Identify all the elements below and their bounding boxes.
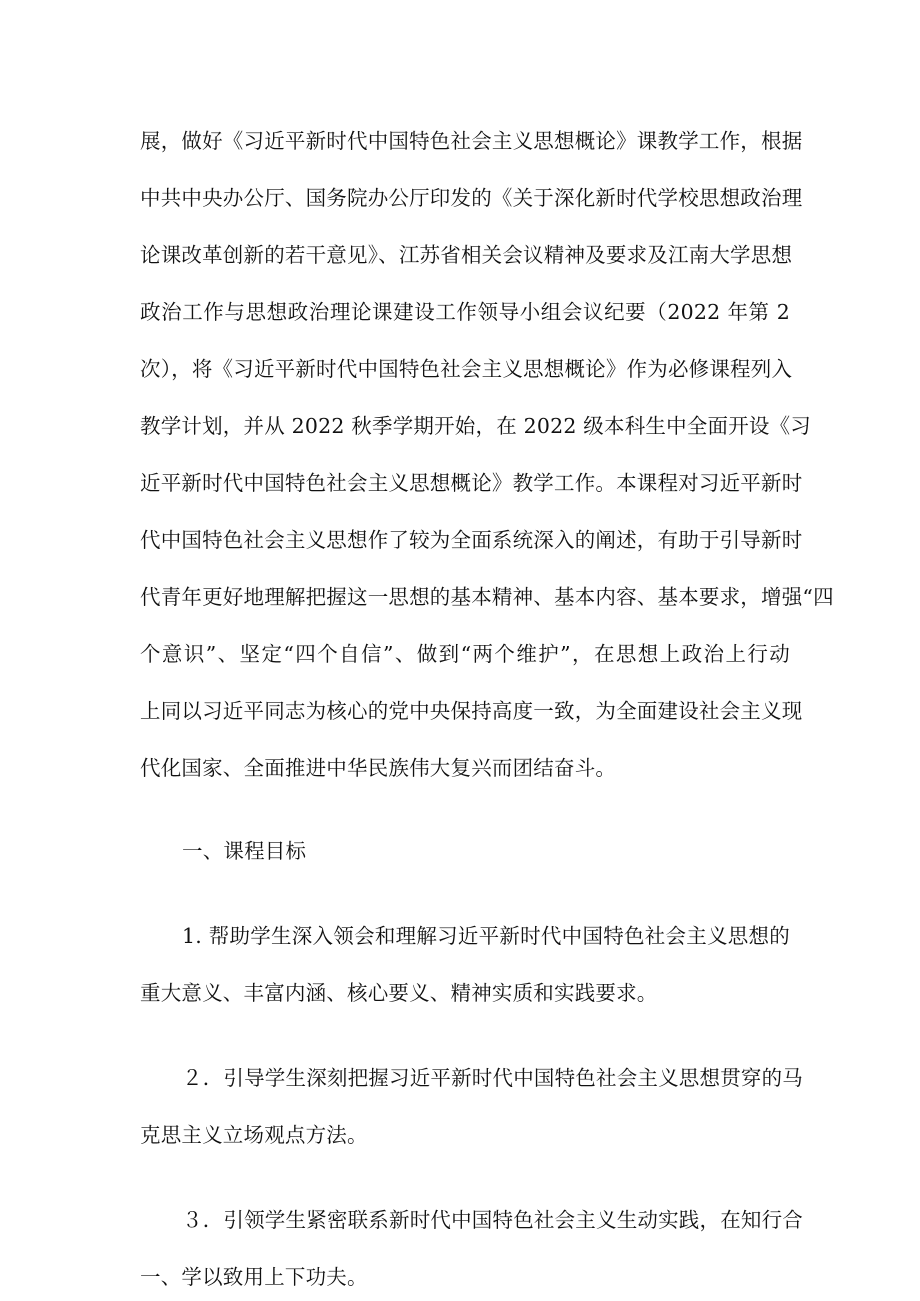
body-text-line: 代中国特色社会主义思想作了较为全面系统深入的阐述，有助于引导新时 [140,528,803,552]
section-heading: 一、课程目标 [182,839,307,863]
body-text-line: 次），将《习近平新时代中国特色社会主义思想概论》作为必修课程列入 [140,357,793,381]
goal-item-2-line-1: ２．引导学生深刻把握习近平新时代中国特色社会主义思想贯穿的马 [182,1066,803,1090]
goal-item-1-line-2: 重大意义、丰富内涵、核心要义、精神实质和实践要求。 [140,981,658,1005]
body-text-line: 中共中央办公厅、国务院办公厅印发的《关于深化新时代学校思想政治理 [140,186,803,210]
body-text-line: 教学计划，并从 2022 秋季学期开始，在 2022 级本科生中全面开设《习 [140,414,812,438]
goal-item-3-line-2: 一、学以致用上下功夫。 [140,1265,368,1289]
body-text-line: 政治工作与思想政治理论课建设工作领导小组会议纪要（2022 年第 2 [140,300,790,324]
body-text-line: 上同以习近平同志为核心的党中央保持高度一致，为全面建设社会主义现 [140,699,803,723]
body-text-line: 论课改革创新的若干意见》、江苏省相关会议精神及要求及江南大学思想 [140,243,793,267]
body-text-line: 个意识”、坚定“四个自信”、做到“两个维护”，在思想上政治上行动 [140,642,790,666]
body-text-line: 代化国家、全面推进中华民族伟大复兴而团结奋斗。 [140,756,617,780]
body-text-line: 近平新时代中国特色社会主义思想概论》教学工作。本课程对习近平新时 [140,471,803,495]
body-text-line: 展，做好《习近平新时代中国特色社会主义思想概论》课教学工作，根据 [140,129,803,153]
goal-item-1-line-1: 1. 帮助学生深入领会和理解习近平新时代中国特色社会主义思想的 [182,924,790,948]
goal-item-3-line-1: ３．引领学生紧密联系新时代中国特色社会主义生动实践，在知行合 [182,1208,803,1232]
body-text-line: 代青年更好地理解把握这一思想的基本精神、基本内容、基本要求，增强“四 [140,585,834,609]
goal-item-2-line-2: 克思主义立场观点方法。 [140,1123,368,1147]
